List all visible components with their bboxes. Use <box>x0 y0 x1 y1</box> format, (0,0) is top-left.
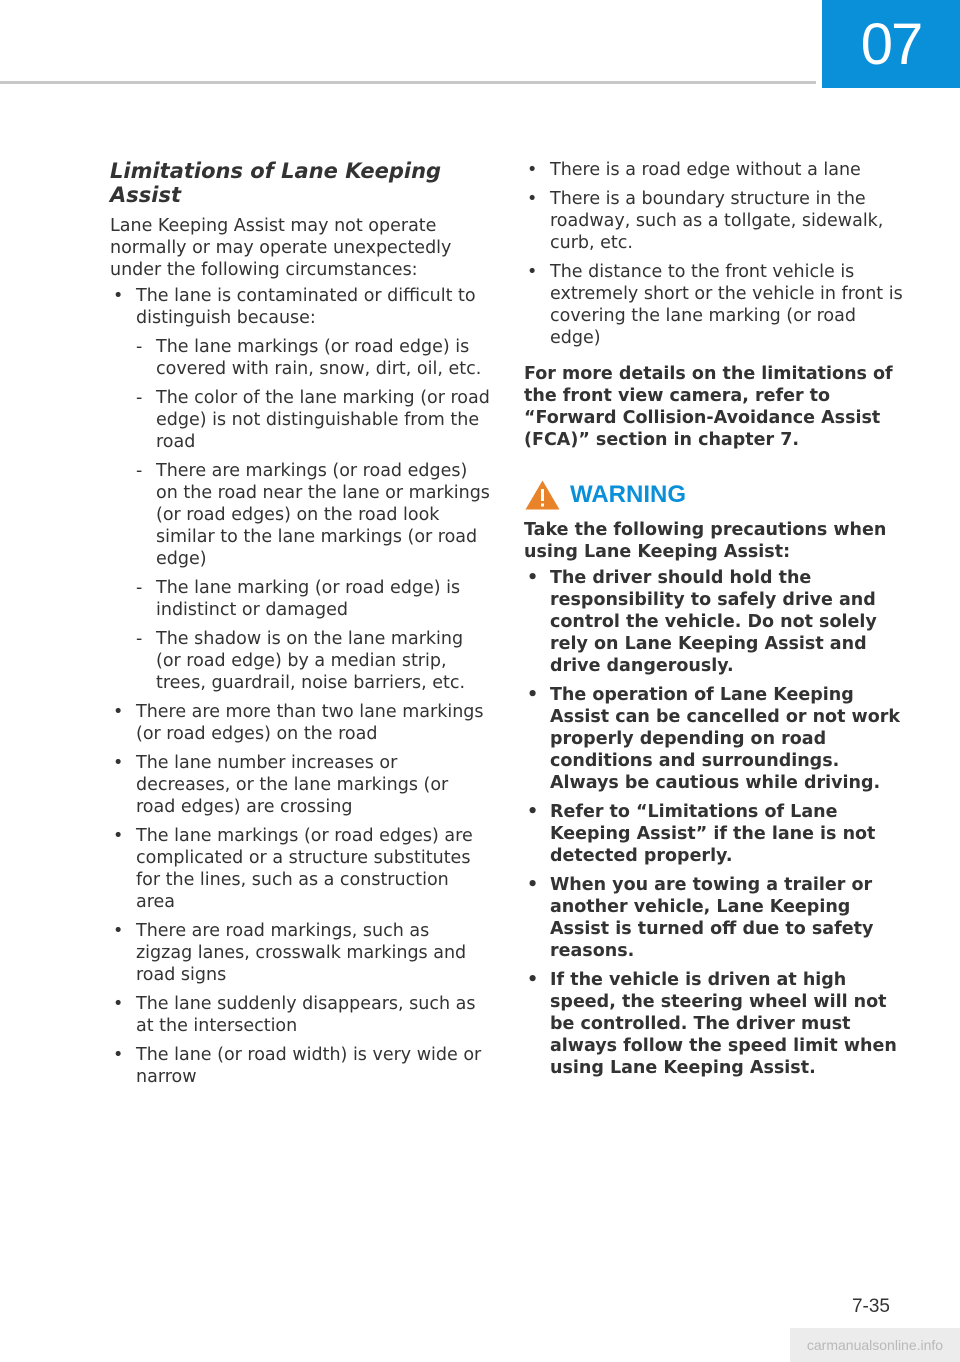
intro-paragraph: Lane Keeping Assist may not operate normally or may operate unexpectedly under the following circumstances: <box>110 216 452 280</box>
warning-item-text: The driver should hold the responsibility to safely drive and control the vehicle. Do not solely rely on Lane Keeping Assist and drive dangerously. <box>550 568 877 676</box>
list-item-text: The lane number increases or decreases, or the lane markings (or road edges) are crossing <box>136 753 449 817</box>
list-item-text: The lane (or road width) is very wide or narrow <box>136 1045 482 1087</box>
list-item <box>110 285 490 694</box>
bullet-marker: • <box>113 826 124 846</box>
bullet-marker: • <box>113 994 124 1014</box>
bullet-marker: • <box>527 685 539 705</box>
warning-title: WARNING <box>570 481 686 508</box>
warning-triangle-icon <box>524 479 561 511</box>
warning-item <box>524 801 906 867</box>
bullet-marker: • <box>527 568 539 588</box>
left-column <box>110 159 490 1095</box>
chapter-tab <box>822 0 960 88</box>
bullet-marker: • <box>527 970 539 990</box>
dash-marker: - <box>136 578 143 598</box>
list-item <box>110 752 490 818</box>
sub-list <box>136 336 490 694</box>
sub-list-item <box>136 577 490 621</box>
warning-item <box>524 969 906 1079</box>
sub-list-item <box>136 336 490 380</box>
warning-item <box>524 874 906 962</box>
watermark-link[interactable]: carmanualsonline.info <box>790 1328 960 1362</box>
dash-marker: - <box>136 461 143 481</box>
sub-list-item-text: There are markings (or road edges) on the road near the lane or markings (or road edges) on the road look similar to the lane markings (or road edge) <box>156 461 490 569</box>
warning-item-text: The operation of Lane Keeping Assist can be cancelled or not work properly depending on road conditions and surroundings. Always be cautious while driving. <box>550 685 900 793</box>
list-item-text: The distance to the front vehicle is extremely short or the vehicle in front is covering the lane marking (or road edge) <box>550 262 903 348</box>
bullet-marker: • <box>527 262 538 282</box>
sub-list-item-text: The color of the lane marking (or road edge) is not distinguishable from the road <box>156 388 490 452</box>
bullet-marker: • <box>527 802 539 822</box>
limitations-list-continued <box>524 159 906 349</box>
dash-marker: - <box>136 388 143 408</box>
list-item <box>110 701 490 745</box>
list-item-text: The lane suddenly disappears, such as at the intersection <box>136 994 476 1036</box>
warning-list <box>524 567 906 1079</box>
warning-intro: Take the following precautions when using Lane Keeping Assist: <box>524 520 887 562</box>
bullet-marker: • <box>113 753 124 773</box>
section-title: Limitations of Lane Keeping Assist <box>110 159 442 207</box>
list-item-text: The lane is contaminated or difficult to distinguish because: <box>136 286 476 328</box>
sub-list-item-text: The lane markings (or road edge) is covered with rain, snow, dirt, oil, etc. <box>156 337 482 379</box>
page-number: 7-35 <box>851 1296 890 1317</box>
sub-list-item <box>136 387 490 453</box>
list-item <box>524 261 906 349</box>
warning-item <box>524 684 906 794</box>
reference-note: For more details on the limitations of the front view camera, refer to “Forward Collision-Avoidance Assist (FCA)” section in chapter 7. <box>524 364 893 450</box>
list-item-text: There is a boundary structure in the roadway, such as a tollgate, sidewalk, curb, etc. <box>550 189 884 253</box>
list-item <box>110 920 490 986</box>
header-rule <box>0 81 816 84</box>
right-column <box>524 159 906 1086</box>
warning-item <box>524 567 906 677</box>
sub-list-item <box>136 460 490 570</box>
list-item <box>110 993 490 1037</box>
bullet-marker: • <box>113 286 124 306</box>
limitations-list <box>110 285 490 1088</box>
list-item <box>110 1044 490 1088</box>
list-item-text: There are more than two lane markings (or road edges) on the road <box>136 702 484 744</box>
bullet-marker: • <box>113 702 124 722</box>
bullet-marker: • <box>113 1045 124 1065</box>
list-item-text: The lane markings (or road edges) are complicated or a structure substitutes for the lines, such as a construction area <box>136 826 473 912</box>
sub-list-item-text: The lane marking (or road edge) is indistinct or damaged <box>156 578 461 620</box>
bullet-marker: • <box>527 160 538 180</box>
list-item <box>524 159 906 181</box>
sub-list-item <box>136 628 490 694</box>
list-item-text: There are road markings, such as zigzag lanes, crosswalk markings and road signs <box>136 921 467 985</box>
warning-item-text: Refer to “Limitations of Lane Keeping Assist” if the lane is not detected properly. <box>550 802 876 866</box>
list-item <box>524 188 906 254</box>
dash-marker: - <box>136 337 143 357</box>
chapter-number: 07 <box>860 11 922 77</box>
bullet-marker: • <box>113 921 124 941</box>
warning-item-text: When you are towing a trailer or another vehicle, Lane Keeping Assist is turned off due to safety reasons. <box>550 875 874 961</box>
list-item <box>110 825 490 913</box>
warning-header <box>524 479 906 511</box>
sub-list-item-text: The shadow is on the lane marking (or road edge) by a median strip, trees, guardrail, noise barriers, etc. <box>156 629 466 693</box>
dash-marker: - <box>136 629 143 649</box>
bullet-marker: • <box>527 189 538 209</box>
bullet-marker: • <box>527 875 539 895</box>
warning-item-text: If the vehicle is driven at high speed, the steering wheel will not be controlled. The driver must always follow the speed limit when using Lane Keeping Assist. <box>550 970 897 1078</box>
list-item-text: There is a road edge without a lane <box>550 160 861 180</box>
